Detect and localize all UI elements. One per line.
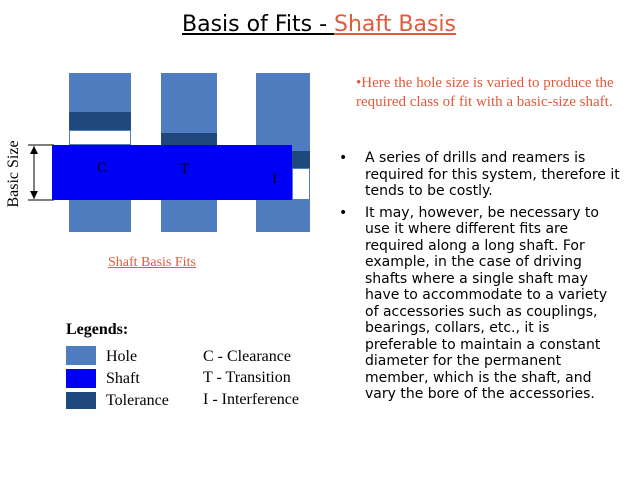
legend-label-tolerance: Tolerance: [106, 392, 169, 409]
bullet-text: It may, however, be necessary to use it where different fits are required along a long shaft. For example, in the case of driving shafts where a single shaft may have to accommodate to a variety of accessories such as couplings, bearings, collars, etc., it is preferable to maintain a constant diameter for the permanent member, which is the shaft, and vary the bore of the accessories.: [365, 204, 608, 402]
bullet-symbol: •: [339, 204, 348, 221]
legend-code-interference: I - Interference: [203, 391, 299, 408]
legend-swatch-tolerance: [66, 392, 96, 409]
title-highlight: Shaft Basis: [334, 12, 456, 37]
letter-transition: T: [180, 161, 190, 177]
hole-lower-clearance: [69, 200, 131, 232]
legend-swatch-hole: [66, 346, 96, 365]
legend-title: Legends:: [66, 321, 129, 338]
legend-code-clearance: C - Clearance: [203, 348, 291, 365]
bullet-item: [338, 150, 620, 200]
legend-code-transition: T - Transition: [203, 369, 291, 386]
bullet-item: [338, 205, 620, 403]
hole-upper-interference: [256, 73, 310, 151]
basic-size-label: Basic Size: [5, 140, 22, 208]
title-prefix: Basis of Fits -: [182, 12, 334, 37]
interference-gap: [292, 168, 310, 200]
hole-upper-clearance: [69, 73, 131, 112]
legend-label-hole: Hole: [106, 348, 138, 365]
bullet-symbol: •: [339, 150, 348, 166]
page-title: [0, 12, 638, 37]
legend-swatch-shaft: [66, 369, 96, 388]
letter-interference: I: [272, 171, 277, 187]
bullet-list: [338, 150, 620, 408]
hole-lower-interference: [256, 200, 310, 232]
hole-upper-transition: [161, 73, 217, 133]
bullet-text: A series of drills and reamers is required for this system, therefore it tends to be costly.: [365, 150, 620, 199]
legend-label-shaft: Shaft: [106, 370, 140, 387]
diagram-caption: Shaft Basis Fits: [108, 255, 196, 270]
clearance-gap: [69, 130, 131, 145]
tolerance-clearance: [69, 112, 131, 130]
hole-varied-note: •Here the hole size is varied to produce the required class of fit with a basic-size shaft.: [356, 75, 614, 110]
hole-lower-transition: [161, 200, 217, 232]
shaft: [52, 145, 292, 200]
letter-clearance: C: [97, 160, 108, 176]
